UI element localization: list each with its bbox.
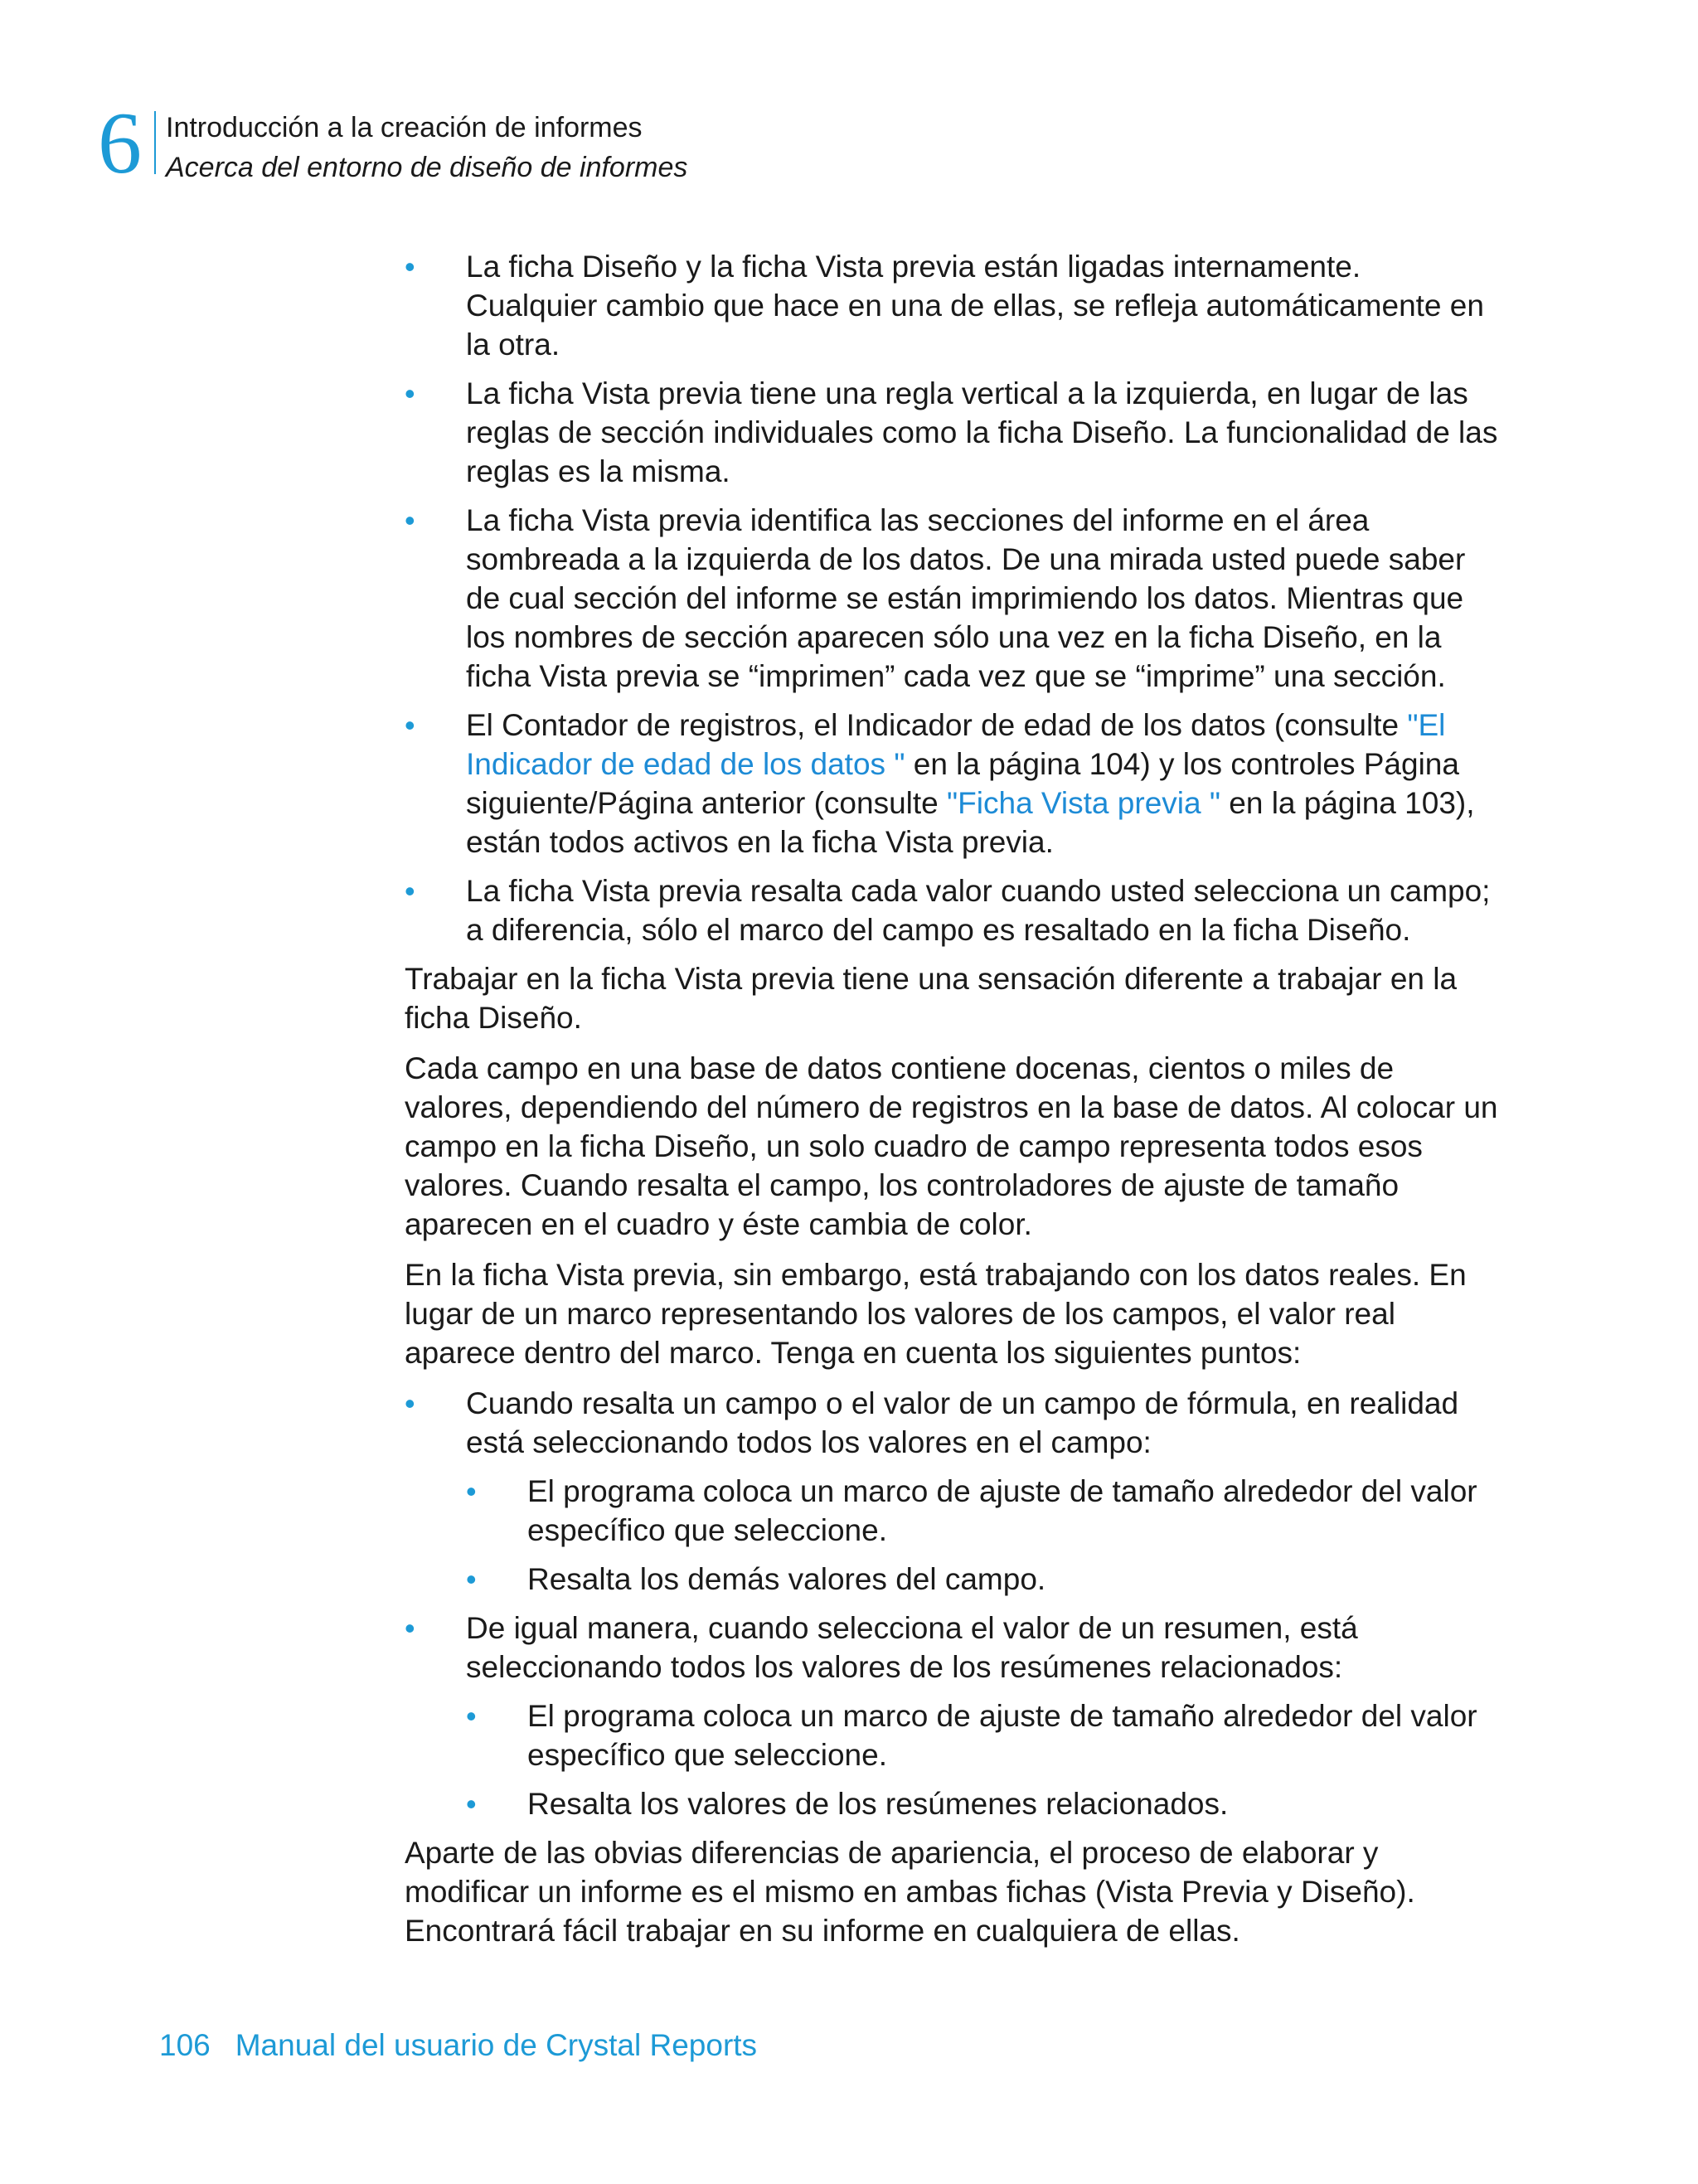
sub-list-item-text: El programa coloca un marco de ajuste de tamaño alrededor del valor específico que seleccione. [527, 1699, 1477, 1772]
paragraph: Cada campo en una base de datos contiene docenas, cientos o miles de valores, dependiendo del número de registros en la base de datos. Al colocar un campo en la ficha Diseño, un solo cuadro de campo representa todos esos valores. Cuando resalta el campo, los controladores de ajuste de tamaño aparecen en el cuadro y éste cambia de color. [405, 1051, 1498, 1241]
sub-list-item [466, 1560, 1499, 1599]
list-item [405, 871, 1499, 949]
list-item-text: en la página 104) y los controles Página siguiente/Página anterior (consulte [466, 747, 1459, 820]
page-number: 106 [159, 2028, 211, 2062]
sub-list [466, 1472, 1499, 1599]
paragraph: En la ficha Vista previa, sin embargo, está trabajando con los datos reales. En lugar de un marco representando los valores de los campos, el valor real aparece dentro del marco. Tenga en cuenta los siguientes puntos: [405, 1258, 1467, 1370]
closing-paragraph: Aparte de las obvias diferencias de apariencia, el proceso de elaborar y modificar un informe es el mismo en ambas fichas (Vista Previa y Diseño). Encontrará fácil trabajar en su informe en cualquiera de ellas. [405, 1836, 1415, 1948]
bullet-icon: • [466, 1562, 477, 1596]
chapter-title: Introducción a la creación de informes [166, 112, 643, 143]
bullet-icon: • [405, 1386, 415, 1420]
bullet-icon: • [405, 1611, 415, 1645]
sub-list-item-text: Resalta los valores de los resúmenes relacionados. [527, 1787, 1229, 1821]
list-item [405, 1384, 1499, 1599]
bullet-icon: • [466, 1787, 477, 1821]
list-item-text: La ficha Diseño y la ficha Vista previa están ligadas internamente. Cualquier cambio que hace en una de ellas, se refleja automáticamente en la otra. [466, 250, 1484, 362]
bullet-list-preview-features [405, 247, 1499, 949]
page-footer [159, 2028, 757, 2063]
bullet-list-selection [405, 1384, 1499, 1823]
bullet-icon: • [405, 874, 415, 908]
bullet-icon: • [405, 376, 415, 410]
link-data-age-indicator[interactable]: "El Indicador de edad de los datos " [466, 708, 1446, 781]
list-item-text: De igual manera, cuando selecciona el valor de un resumen, está seleccionando todos los valores de los resúmenes relacionados: [466, 1611, 1358, 1684]
sub-list-item [466, 1472, 1499, 1550]
chapter-number: 6 [98, 95, 142, 192]
sub-list-item-text: El programa coloca un marco de ajuste de tamaño alrededor del valor específico que seleccione. [527, 1474, 1477, 1547]
header-divider [154, 111, 156, 174]
list-item-text: Cuando resalta un campo o el valor de un campo de fórmula, en realidad está seleccionando todos los valores en el campo: [466, 1386, 1459, 1459]
link-preview-tab[interactable]: "Ficha Vista previa " [947, 786, 1220, 820]
book-title: Manual del usuario de Crystal Reports [235, 2028, 758, 2062]
sub-list-item-text: Resalta los demás valores del campo. [527, 1562, 1046, 1596]
sub-list-item [466, 1784, 1499, 1823]
bullet-icon: • [405, 708, 415, 742]
list-item [405, 247, 1499, 364]
bullet-icon: • [405, 503, 415, 537]
list-item [405, 501, 1499, 696]
list-item [405, 1609, 1499, 1823]
bullet-icon: • [466, 1699, 477, 1733]
list-item-text: La ficha Vista previa tiene una regla vertical a la izquierda, en lugar de las reglas de sección individuales como la ficha Diseño. La funcionalidad de las reglas es la misma. [466, 376, 1498, 488]
section-subtitle: Acerca del entorno de diseño de informes [166, 152, 688, 183]
page-body [405, 247, 1499, 1962]
bullet-icon: • [466, 1474, 477, 1508]
sub-list-item [466, 1696, 1499, 1774]
paragraph: Trabajar en la ficha Vista previa tiene una sensación diferente a trabajar en la ficha Diseño. [405, 962, 1458, 1035]
list-item-text: El Contador de registros, el Indicador de edad de los datos (consulte [466, 708, 1408, 742]
list-item [405, 374, 1499, 491]
list-item-text: La ficha Vista previa identifica las secciones del informe en el área sombreada a la izquierda de los datos. De una mirada usted puede saber de cual sección del informe se están imprimiendo los datos. Mientras que los nombres de sección aparecen sólo una vez en la ficha Diseño, en la ficha Vista previa se “imprimen” cada vez que se “imprime” una sección. [466, 503, 1466, 693]
bullet-icon: • [405, 250, 415, 284]
sub-list [466, 1696, 1499, 1823]
list-item [405, 706, 1499, 861]
list-item-text: en la página 103), están todos activos en la ficha Vista previa. [466, 786, 1475, 859]
list-item-text: La ficha Vista previa resalta cada valor cuando usted selecciona un campo; a diferencia, sólo el marco del campo es resaltado en la ficha Diseño. [466, 874, 1491, 947]
